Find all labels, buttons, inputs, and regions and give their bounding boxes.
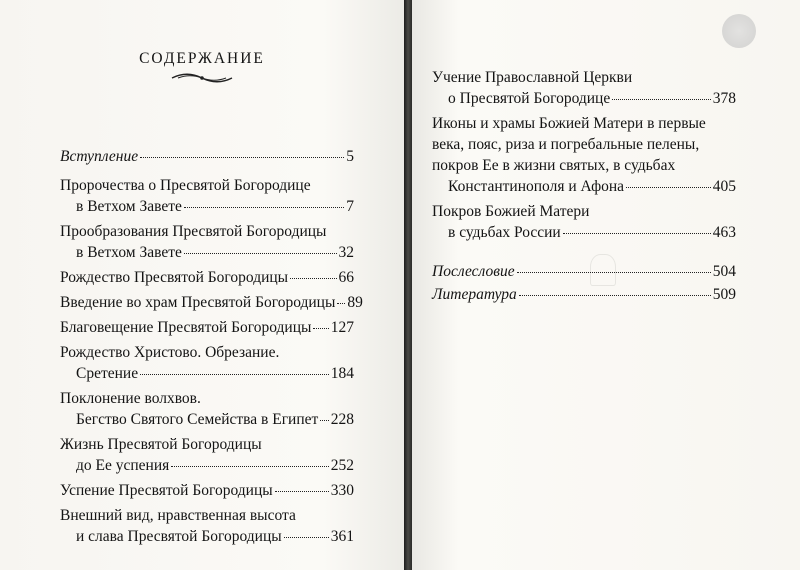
toc-entry-title-line: Жизнь Пресвятой Богородицы	[60, 436, 262, 453]
toc-entry	[60, 175, 354, 217]
dot-leader	[140, 157, 344, 158]
toc-page-number: 89	[347, 294, 363, 311]
toc-page-number: 378	[712, 90, 736, 107]
toc-entry	[432, 67, 736, 109]
toc-entry-title: Вступление	[60, 148, 139, 165]
toc-page-number: 252	[330, 457, 354, 474]
book-gutter	[404, 0, 412, 570]
toc-entry-title: в судьбах России	[448, 224, 561, 241]
toc-page-number: 509	[712, 286, 736, 303]
toc-entry	[60, 388, 354, 430]
toc-entry-title: и слава Пресвятой Богородицы	[76, 528, 282, 545]
dot-leader	[563, 233, 711, 234]
toc-page-number: 504	[712, 263, 736, 280]
toc-entry-title: Константинополя и Афона	[448, 178, 625, 195]
toc-entry-title-line: Поклонение волхвов.	[60, 390, 201, 407]
dot-leader	[626, 187, 711, 188]
toc-page-number: 405	[712, 178, 736, 195]
toc-page-number: 361	[330, 528, 354, 545]
toc-page-number: 7	[346, 198, 354, 215]
toc-entry-title: Рождество Пресвятой Богородицы	[60, 269, 289, 286]
toc-entry-title-line: Учение Православной Церкви	[432, 69, 633, 86]
toc-entry	[60, 505, 354, 547]
dot-leader	[612, 99, 711, 100]
toc-page-number: 127	[330, 319, 354, 336]
toc-entry-title: Литература	[432, 286, 517, 303]
toc-entry	[432, 201, 736, 243]
toc-entry	[432, 284, 736, 305]
toc-entry	[432, 261, 736, 282]
toc-entry-title: Послесловие	[432, 263, 515, 280]
toc-page-number: 32	[338, 244, 354, 261]
dot-leader	[184, 253, 337, 254]
toc-page-number: 184	[330, 365, 354, 382]
dot-leader	[313, 328, 328, 329]
dot-leader	[290, 278, 336, 279]
toc-entry-title-line: Прообразования Пресвятой Богородицы	[60, 223, 327, 240]
page-watermark-circle	[722, 14, 756, 48]
table-of-contents-left	[60, 146, 363, 547]
toc-page-number: 463	[712, 224, 736, 241]
toc-entry	[60, 146, 354, 167]
toc-entry-title: о Пресвятой Богородице	[448, 90, 611, 107]
dot-leader	[284, 537, 329, 538]
table-of-contents-right	[432, 67, 736, 305]
toc-entry	[60, 267, 354, 288]
ornament-divider	[170, 72, 234, 84]
toc-page-number: 66	[338, 269, 354, 286]
dot-leader	[519, 295, 711, 296]
dot-leader	[184, 207, 344, 208]
toc-entry-title: Успение Пресвятой Богородицы	[60, 482, 273, 499]
toc-entry-title-line: Внешний вид, нравственная высота	[60, 507, 296, 524]
toc-entry-title-line: Рождество Христово. Обрезание.	[60, 344, 280, 361]
page-title: СОДЕРЖАНИЕ	[139, 50, 265, 67]
toc-page-number: 330	[330, 482, 354, 499]
dot-leader	[517, 272, 711, 273]
toc-entry	[60, 480, 354, 501]
toc-entry-title-line: века, пояс, риза и погребальные пелены,	[432, 136, 700, 153]
toc-page-number: 5	[346, 148, 354, 165]
toc-entry-title: Благовещение Пресвятой Богородицы	[60, 319, 312, 336]
toc-entry-title: Введение во храм Пресвятой Богородицы	[60, 294, 336, 311]
toc-page-number: 228	[330, 411, 354, 428]
toc-entry-title-line: Покров Божией Матери	[432, 203, 590, 220]
toc-entry-title-line: покров Ее в жизни святых, в судьбах	[432, 157, 676, 174]
toc-entry-title: Бегство Святого Семейства в Египет	[76, 411, 319, 428]
toc-entry-title: в Ветхом Завете	[76, 198, 182, 215]
toc-entry	[60, 221, 354, 263]
dot-leader	[275, 491, 329, 492]
dot-leader	[140, 374, 329, 375]
toc-entry	[432, 113, 736, 197]
toc-entry-title-line: Иконы и храмы Божией Матери в первые	[432, 115, 706, 132]
toc-entry-title: в Ветхом Завете	[76, 244, 182, 261]
toc-entry	[60, 317, 354, 338]
toc-entry-title: Сретение	[76, 365, 139, 382]
toc-entry-title: до Ее успения	[76, 457, 170, 474]
toc-entry	[60, 292, 363, 313]
dot-leader	[320, 420, 328, 421]
toc-entry	[60, 342, 354, 384]
dot-leader	[171, 466, 328, 467]
dot-leader	[337, 303, 345, 304]
toc-entry-title-line: Пророчества о Пресвятой Богородице	[60, 177, 311, 194]
toc-entry	[60, 434, 354, 476]
